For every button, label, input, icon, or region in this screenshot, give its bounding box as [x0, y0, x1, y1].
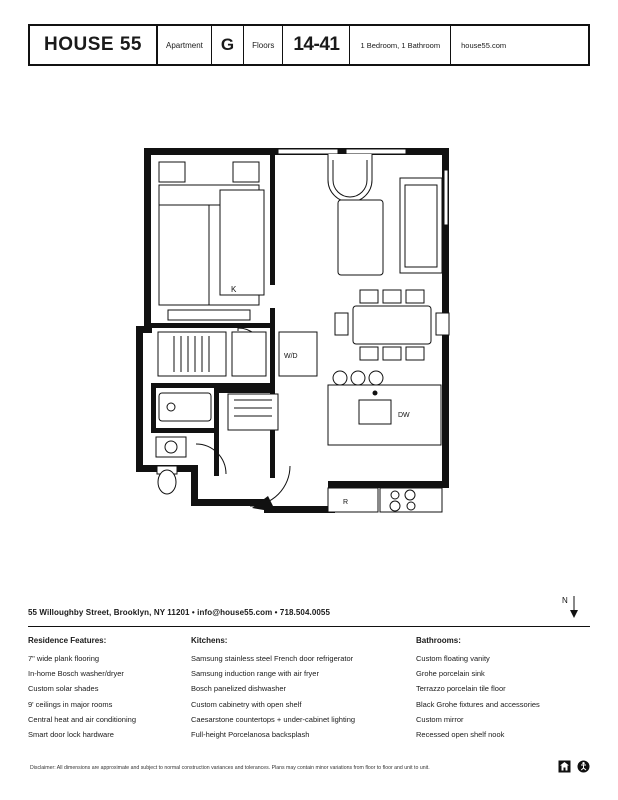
website-link[interactable]: house55.com — [461, 40, 507, 50]
compass-icon — [560, 594, 588, 620]
list-item: Black Grohe fixtures and accessories — [416, 699, 540, 709]
header-bar — [28, 24, 590, 66]
list-item: Grohe porcelain sink — [416, 669, 485, 679]
equal-housing-opportunity-icon — [558, 760, 571, 778]
bathrooms-features-column — [416, 636, 590, 742]
bathrooms-features-list — [416, 651, 590, 742]
list-item: 7" wide plank flooring — [28, 654, 100, 663]
kitchens-features-title: Kitchens: — [191, 636, 228, 645]
list-item: Custom mirror — [416, 714, 464, 724]
residence-features-column — [28, 636, 191, 742]
residence-features-title: Residence Features: — [28, 636, 107, 645]
disclaimer-text: Disclaimer: All dimensions are approximate and subject to normal construction variances and tolerances. Plans may contain minor variations from floor to floor and unit to unit. — [30, 765, 430, 771]
features-section — [28, 636, 590, 742]
address-line: 55 Willoughby Street, Brooklyn, NY 11201 • info@house55.com • 718.504.0055 — [28, 608, 331, 617]
list-item: Terrazzo porcelain tile floor — [416, 684, 506, 694]
floors-value: 14-41 — [283, 26, 350, 64]
unit-description: 1 Bedroom, 1 Bathroom — [350, 26, 451, 64]
list-item: Samsung induction range with air fryer — [191, 669, 319, 679]
residence-features-list — [28, 651, 191, 742]
brand-logo: HOUSE 55 — [30, 26, 158, 64]
accessibility-icon — [577, 760, 590, 778]
svg-text:N: N — [562, 596, 568, 605]
list-item: Custom solar shades — [28, 684, 99, 694]
svg-text:DW: DW — [398, 412, 410, 419]
list-item: 9' ceilings in major rooms — [28, 699, 113, 709]
svg-text:K: K — [231, 285, 237, 294]
list-item: Recessed open shelf nook — [416, 730, 505, 740]
list-item: Caesarstone countertops + under-cabinet lighting — [191, 714, 356, 724]
list-item: In-home Bosch washer/dryer — [28, 669, 124, 679]
list-item: Smart door lock hardware — [28, 730, 114, 740]
footer-icons — [558, 760, 590, 778]
list-item: Custom cabinetry with open shelf — [191, 699, 302, 709]
svg-text:W/D: W/D — [284, 353, 298, 360]
floorplan-drawing — [28, 110, 590, 570]
kitchens-features-list — [191, 651, 416, 742]
list-item: Custom floating vanity — [416, 654, 490, 663]
list-item: Bosch panelized dishwasher — [191, 684, 287, 694]
divider-rule — [28, 626, 590, 627]
svg-text:R: R — [343, 499, 349, 506]
kitchens-features-column — [191, 636, 416, 742]
list-item: Samsung stainless steel French door refrigerator — [191, 654, 354, 663]
apartment-value: G — [212, 26, 244, 64]
apartment-label: Apartment — [158, 26, 212, 64]
floors-label: Floors — [244, 26, 283, 64]
list-item: Full-height Porcelanosa backsplash — [191, 730, 310, 740]
list-item: Central heat and air conditioning — [28, 714, 136, 724]
bathrooms-features-title: Bathrooms: — [416, 636, 461, 645]
